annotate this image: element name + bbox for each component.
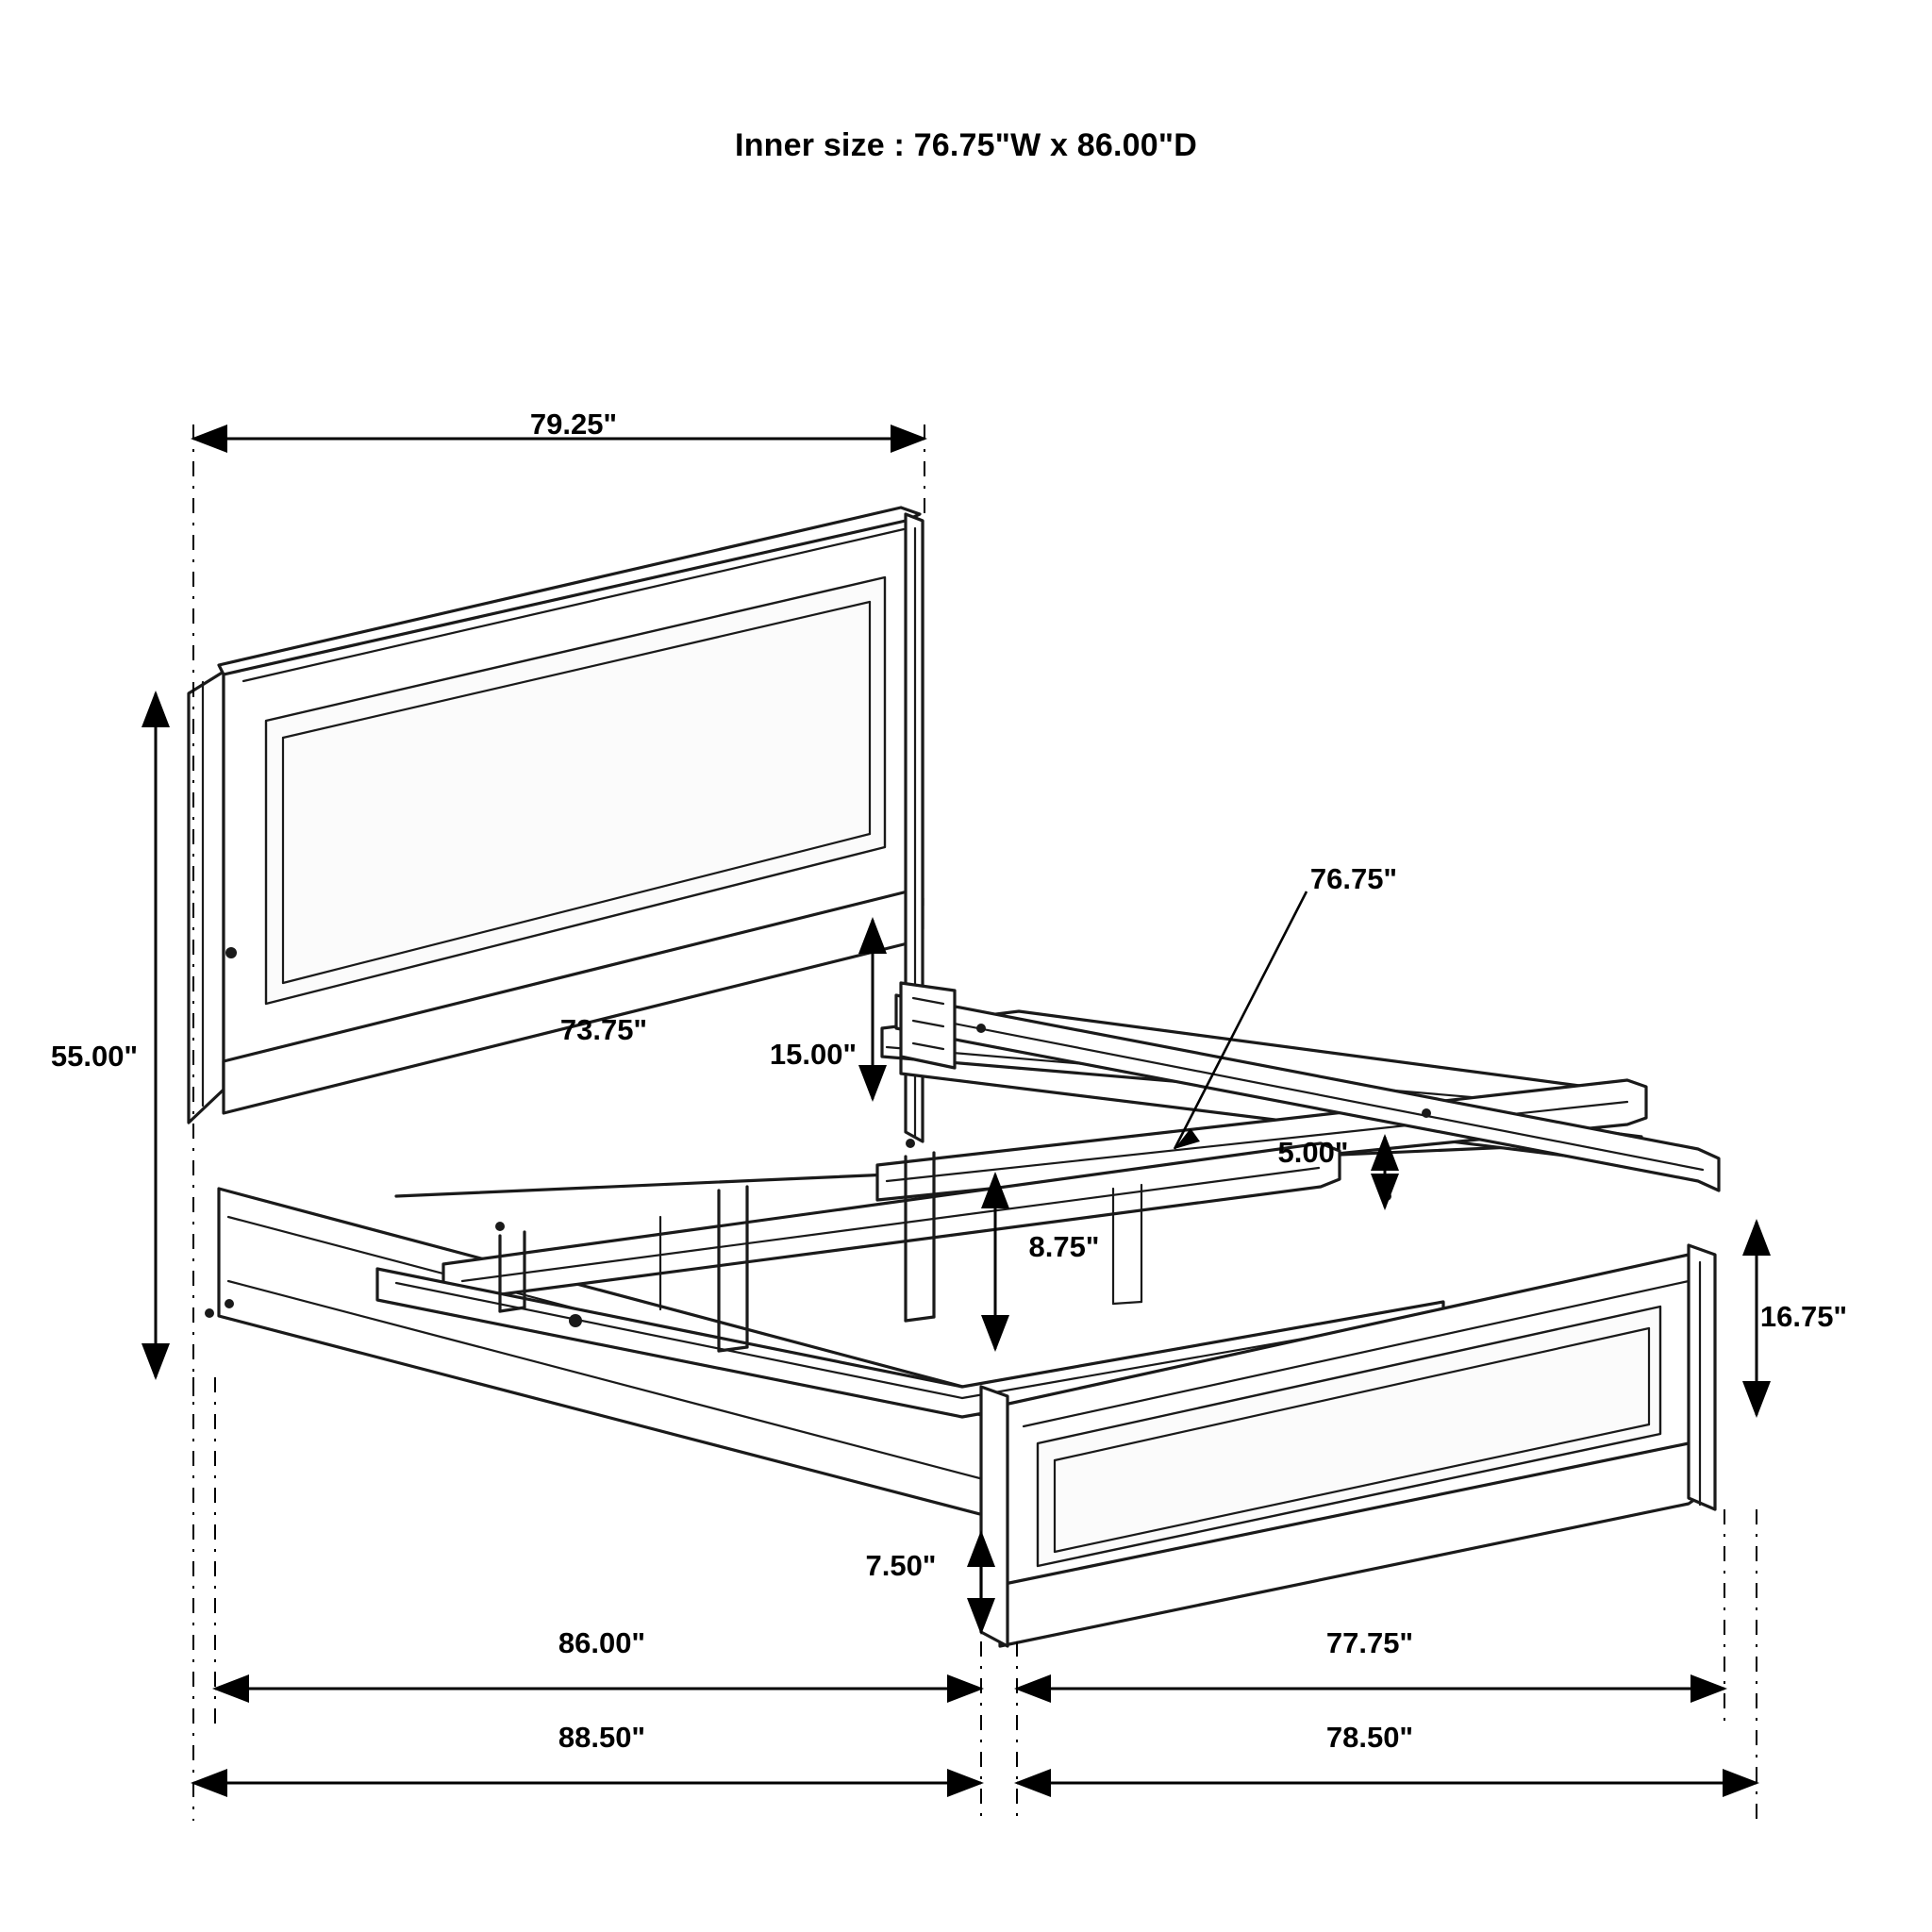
dim-label-footboard-height: 16.75" <box>1759 1300 1848 1333</box>
dim-label-rail-height: 5.00" <box>1277 1136 1349 1169</box>
dim-label-overall-height: 55.00" <box>50 1040 139 1073</box>
dim-label-side-inner: 86.00" <box>558 1626 646 1659</box>
dim-label-inner-width: 76.75" <box>1309 862 1398 895</box>
dim-label-slat-clearance: 8.75" <box>1028 1230 1100 1263</box>
dim-label-foot-inner: 77.75" <box>1325 1626 1414 1659</box>
dim-label-panel-width: 73.75" <box>559 1013 648 1046</box>
dim-label-side-outer: 88.50" <box>558 1721 646 1754</box>
dim-label-headboard-clearance: 15.00" <box>769 1038 858 1071</box>
page-title: Inner size : 76.75"W x 86.00"D <box>735 127 1197 163</box>
dim-label-top-width: 79.25" <box>529 408 618 441</box>
leader-inner-width <box>1174 891 1307 1149</box>
dim-label-footboard-gap: 7.50" <box>865 1549 937 1582</box>
dim-label-foot-outer: 78.50" <box>1325 1721 1414 1754</box>
